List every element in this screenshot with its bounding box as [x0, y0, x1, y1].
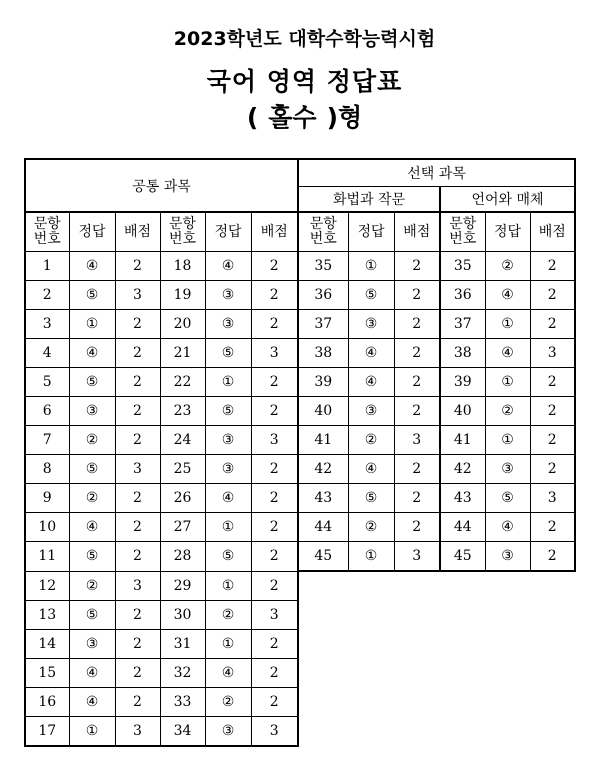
empty-cell — [348, 658, 394, 687]
table-row — [25, 281, 575, 310]
common-right-answer: ④ — [205, 252, 251, 281]
common-left-score: 3 — [115, 716, 160, 746]
language-media-score: 2 — [530, 397, 575, 426]
empty-cell — [485, 600, 530, 629]
common-right-question-number: 18 — [160, 252, 205, 281]
common-right-question-number: 25 — [160, 455, 205, 484]
answer-header: 정답 — [485, 212, 530, 252]
language-media-score: 2 — [530, 542, 575, 572]
speech-writing-question-number: 40 — [298, 397, 348, 426]
common-right-answer: ③ — [205, 455, 251, 484]
common-right-score: 2 — [251, 542, 298, 572]
speech-writing-score: 2 — [394, 281, 440, 310]
common-left-question-number: 16 — [25, 687, 69, 716]
table-row — [25, 252, 575, 281]
language-media-question-number: 35 — [440, 252, 485, 281]
exam-title: 2023학년도 대학수학능력시험 — [173, 28, 436, 50]
speech-writing-score: 2 — [394, 513, 440, 542]
common-right-question-number: 30 — [160, 600, 205, 629]
empty-cell — [394, 600, 440, 629]
common-left-answer: ⑤ — [69, 455, 115, 484]
language-media-question-number: 39 — [440, 368, 485, 397]
language-media-answer: ③ — [485, 542, 530, 572]
common-left-question-number: 5 — [25, 368, 69, 397]
speech-writing-question-number: 39 — [298, 368, 348, 397]
common-right-question-number: 22 — [160, 368, 205, 397]
speech-writing-score: 2 — [394, 455, 440, 484]
speech-writing-answer: ⑤ — [348, 484, 394, 513]
common-right-answer: ② — [205, 687, 251, 716]
empty-cell — [298, 716, 348, 746]
common-left-score: 2 — [115, 252, 160, 281]
common-right-question-number: 34 — [160, 716, 205, 746]
common-left-answer: ② — [69, 571, 115, 600]
language-media-answer: ⑤ — [485, 484, 530, 513]
language-media-question-number: 37 — [440, 310, 485, 339]
common-right-answer: ④ — [205, 658, 251, 687]
speech-writing-score: 3 — [394, 426, 440, 455]
common-right-answer: ① — [205, 368, 251, 397]
score-header: 배점 — [530, 212, 575, 252]
common-right-question-number: 27 — [160, 513, 205, 542]
empty-cell — [348, 600, 394, 629]
empty-cell — [298, 629, 348, 658]
language-media-question-number: 45 — [440, 542, 485, 572]
speech-writing-answer: ④ — [348, 455, 394, 484]
common-left-answer: ④ — [69, 687, 115, 716]
speech-writing-answer: ① — [348, 252, 394, 281]
language-media-answer: ③ — [485, 455, 530, 484]
empty-cell — [530, 629, 575, 658]
language-media-answer: ④ — [485, 281, 530, 310]
empty-cell — [394, 629, 440, 658]
speech-writing-answer: ① — [348, 542, 394, 572]
common-left-score: 2 — [115, 339, 160, 368]
speech-writing-answer: ③ — [348, 310, 394, 339]
common-right-answer: ⑤ — [205, 397, 251, 426]
common-left-answer: ① — [69, 716, 115, 746]
common-right-answer: ② — [205, 600, 251, 629]
speech-writing-score: 2 — [394, 484, 440, 513]
common-left-score: 2 — [115, 397, 160, 426]
common-right-answer: ① — [205, 629, 251, 658]
common-left-answer: ⑤ — [69, 600, 115, 629]
empty-cell — [394, 687, 440, 716]
common-right-score: 2 — [251, 658, 298, 687]
form-close: )형 — [326, 103, 363, 132]
common-right-question-number: 21 — [160, 339, 205, 368]
empty-cell — [530, 658, 575, 687]
empty-cell — [440, 716, 485, 746]
empty-cell — [298, 687, 348, 716]
table-row — [25, 426, 575, 455]
common-right-answer: ① — [205, 571, 251, 600]
elective-b-header: 언어와 매체 — [440, 187, 575, 213]
language-media-question-number: 44 — [440, 513, 485, 542]
empty-cell — [440, 658, 485, 687]
language-media-score: 3 — [530, 339, 575, 368]
qnum-line1: 문항 — [309, 216, 337, 232]
common-left-answer: ② — [69, 484, 115, 513]
empty-cell — [440, 687, 485, 716]
table-row — [25, 542, 575, 572]
common-right-question-number: 33 — [160, 687, 205, 716]
table-row — [25, 310, 575, 339]
common-left-answer: ③ — [69, 397, 115, 426]
common-left-answer: ③ — [69, 629, 115, 658]
speech-writing-question-number: 44 — [298, 513, 348, 542]
qnum-line1: 문항 — [33, 216, 61, 232]
speech-writing-score: 2 — [394, 310, 440, 339]
common-right-question-number: 32 — [160, 658, 205, 687]
common-left-score: 2 — [115, 542, 160, 572]
common-left-question-number: 12 — [25, 571, 69, 600]
common-left-answer: ① — [69, 310, 115, 339]
qnum-line2: 번호 — [449, 231, 477, 247]
common-left-score: 3 — [115, 571, 160, 600]
common-left-question-number: 11 — [25, 542, 69, 572]
common-left-question-number: 6 — [25, 397, 69, 426]
table-row — [25, 513, 575, 542]
language-media-question-number: 38 — [440, 339, 485, 368]
empty-cell — [298, 571, 348, 600]
speech-writing-score: 2 — [394, 368, 440, 397]
language-media-question-number: 41 — [440, 426, 485, 455]
common-left-question-number: 9 — [25, 484, 69, 513]
common-left-score: 2 — [115, 658, 160, 687]
common-right-score: 2 — [251, 571, 298, 600]
empty-cell — [298, 658, 348, 687]
score-header: 배점 — [115, 212, 160, 252]
table-row — [25, 397, 575, 426]
form-type — [0, 98, 609, 134]
common-left-question-number: 13 — [25, 600, 69, 629]
common-left-question-number: 15 — [25, 658, 69, 687]
empty-cell — [394, 716, 440, 746]
language-media-answer: ④ — [485, 339, 530, 368]
common-right-answer: ③ — [205, 426, 251, 455]
language-media-question-number: 43 — [440, 484, 485, 513]
answer-header: 정답 — [69, 212, 115, 252]
common-left-question-number: 1 — [25, 252, 69, 281]
language-media-question-number: 36 — [440, 281, 485, 310]
language-media-question-number: 42 — [440, 455, 485, 484]
empty-cell — [348, 716, 394, 746]
empty-cell — [485, 716, 530, 746]
table-row — [25, 629, 575, 658]
empty-cell — [394, 658, 440, 687]
common-right-score: 3 — [251, 426, 298, 455]
common-right-score: 2 — [251, 368, 298, 397]
answer-header: 정답 — [348, 212, 394, 252]
answer-table — [24, 158, 576, 747]
speech-writing-question-number: 38 — [298, 339, 348, 368]
common-right-question-number: 29 — [160, 571, 205, 600]
common-right-question-number: 31 — [160, 629, 205, 658]
speech-writing-question-number: 42 — [298, 455, 348, 484]
qnum-line2: 번호 — [168, 231, 197, 247]
language-media-answer: ② — [485, 397, 530, 426]
answer-header: 정답 — [205, 212, 251, 252]
speech-writing-question-number: 35 — [298, 252, 348, 281]
common-left-score: 2 — [115, 310, 160, 339]
common-left-score: 2 — [115, 484, 160, 513]
language-media-answer: ① — [485, 310, 530, 339]
common-header: 공통 과목 — [25, 159, 298, 212]
elective-a-header: 화법과 작문 — [298, 187, 440, 213]
common-left-score: 2 — [115, 426, 160, 455]
speech-writing-answer: ④ — [348, 368, 394, 397]
common-right-score: 2 — [251, 513, 298, 542]
common-left-question-number: 4 — [25, 339, 69, 368]
speech-writing-question-number: 43 — [298, 484, 348, 513]
common-right-answer: ⑤ — [205, 542, 251, 572]
empty-cell — [485, 687, 530, 716]
common-right-score: 2 — [251, 455, 298, 484]
common-left-answer: ④ — [69, 658, 115, 687]
question-number-header — [25, 212, 69, 252]
common-left-answer: ⑤ — [69, 542, 115, 572]
common-right-score: 2 — [251, 281, 298, 310]
table-row — [25, 339, 575, 368]
common-right-score: 2 — [251, 629, 298, 658]
empty-cell — [485, 658, 530, 687]
speech-writing-question-number: 41 — [298, 426, 348, 455]
common-left-question-number: 2 — [25, 281, 69, 310]
common-right-score: 2 — [251, 484, 298, 513]
common-left-score: 2 — [115, 368, 160, 397]
empty-cell — [394, 571, 440, 600]
empty-cell — [440, 600, 485, 629]
common-left-answer: ⑤ — [69, 281, 115, 310]
common-left-question-number: 7 — [25, 426, 69, 455]
common-right-answer: ③ — [205, 281, 251, 310]
language-media-score: 2 — [530, 310, 575, 339]
form-open: ( — [246, 103, 259, 132]
language-media-score: 2 — [530, 252, 575, 281]
common-right-question-number: 23 — [160, 397, 205, 426]
table-row — [25, 571, 575, 600]
common-left-score: 2 — [115, 629, 160, 658]
common-left-score: 2 — [115, 687, 160, 716]
language-media-score: 2 — [530, 513, 575, 542]
common-left-score: 2 — [115, 600, 160, 629]
empty-cell — [440, 629, 485, 658]
common-right-score: 3 — [251, 339, 298, 368]
language-media-score: 3 — [530, 484, 575, 513]
common-right-question-number: 20 — [160, 310, 205, 339]
common-left-question-number: 3 — [25, 310, 69, 339]
language-media-question-number: 40 — [440, 397, 485, 426]
subject-title: 국어 영역 정답표 — [206, 67, 403, 96]
common-left-answer: ④ — [69, 513, 115, 542]
common-right-question-number: 19 — [160, 281, 205, 310]
common-right-answer: ⑤ — [205, 339, 251, 368]
common-right-answer: ④ — [205, 484, 251, 513]
qnum-line2: 번호 — [309, 231, 337, 247]
language-media-score: 2 — [530, 368, 575, 397]
language-media-answer: ① — [485, 368, 530, 397]
speech-writing-answer: ② — [348, 426, 394, 455]
common-left-answer: ② — [69, 426, 115, 455]
table-row — [25, 687, 575, 716]
language-media-score: 2 — [530, 455, 575, 484]
question-number-header — [440, 212, 485, 252]
common-right-score: 3 — [251, 716, 298, 746]
speech-writing-score: 3 — [394, 542, 440, 572]
common-left-question-number: 17 — [25, 716, 69, 746]
empty-cell — [485, 571, 530, 600]
question-number-header — [160, 212, 205, 252]
common-left-score: 3 — [115, 281, 160, 310]
common-left-answer: ④ — [69, 339, 115, 368]
empty-cell — [348, 629, 394, 658]
table-row — [25, 455, 575, 484]
speech-writing-answer: ⑤ — [348, 281, 394, 310]
common-left-question-number: 8 — [25, 455, 69, 484]
common-right-score: 2 — [251, 310, 298, 339]
language-media-answer: ② — [485, 252, 530, 281]
speech-writing-score: 2 — [394, 252, 440, 281]
common-left-score: 3 — [115, 455, 160, 484]
common-right-question-number: 28 — [160, 542, 205, 572]
score-header: 배점 — [394, 212, 440, 252]
common-left-score: 2 — [115, 513, 160, 542]
score-header: 배점 — [251, 212, 298, 252]
speech-writing-score: 2 — [394, 397, 440, 426]
common-left-answer: ⑤ — [69, 368, 115, 397]
elective-header: 선택 과목 — [298, 159, 575, 187]
empty-cell — [298, 600, 348, 629]
speech-writing-question-number: 37 — [298, 310, 348, 339]
common-left-question-number: 10 — [25, 513, 69, 542]
speech-writing-question-number: 45 — [298, 542, 348, 572]
common-left-answer: ④ — [69, 252, 115, 281]
table-row — [25, 484, 575, 513]
speech-writing-answer: ④ — [348, 339, 394, 368]
empty-cell — [530, 687, 575, 716]
common-right-question-number: 24 — [160, 426, 205, 455]
question-number-header — [298, 212, 348, 252]
table-row — [25, 658, 575, 687]
common-right-answer: ③ — [205, 310, 251, 339]
empty-cell — [348, 571, 394, 600]
common-right-score: 2 — [251, 252, 298, 281]
empty-cell — [440, 571, 485, 600]
common-right-score: 2 — [251, 687, 298, 716]
speech-writing-score: 2 — [394, 339, 440, 368]
common-right-answer: ① — [205, 513, 251, 542]
language-media-answer: ① — [485, 426, 530, 455]
language-media-answer: ④ — [485, 513, 530, 542]
empty-cell — [530, 716, 575, 746]
common-right-score: 3 — [251, 600, 298, 629]
empty-cell — [485, 629, 530, 658]
language-media-score: 2 — [530, 281, 575, 310]
empty-cell — [530, 600, 575, 629]
table-row — [25, 600, 575, 629]
qnum-line1: 문항 — [168, 216, 197, 232]
qnum-line2: 번호 — [33, 231, 61, 247]
common-left-question-number: 14 — [25, 629, 69, 658]
qnum-line1: 문항 — [449, 216, 477, 232]
language-media-score: 2 — [530, 426, 575, 455]
speech-writing-question-number: 36 — [298, 281, 348, 310]
table-row — [25, 368, 575, 397]
common-right-score: 2 — [251, 397, 298, 426]
speech-writing-answer: ② — [348, 513, 394, 542]
common-right-answer: ③ — [205, 716, 251, 746]
empty-cell — [530, 571, 575, 600]
table-row — [25, 716, 575, 746]
form-name: 홀수 — [268, 103, 317, 132]
empty-cell — [348, 687, 394, 716]
speech-writing-answer: ③ — [348, 397, 394, 426]
common-right-question-number: 26 — [160, 484, 205, 513]
